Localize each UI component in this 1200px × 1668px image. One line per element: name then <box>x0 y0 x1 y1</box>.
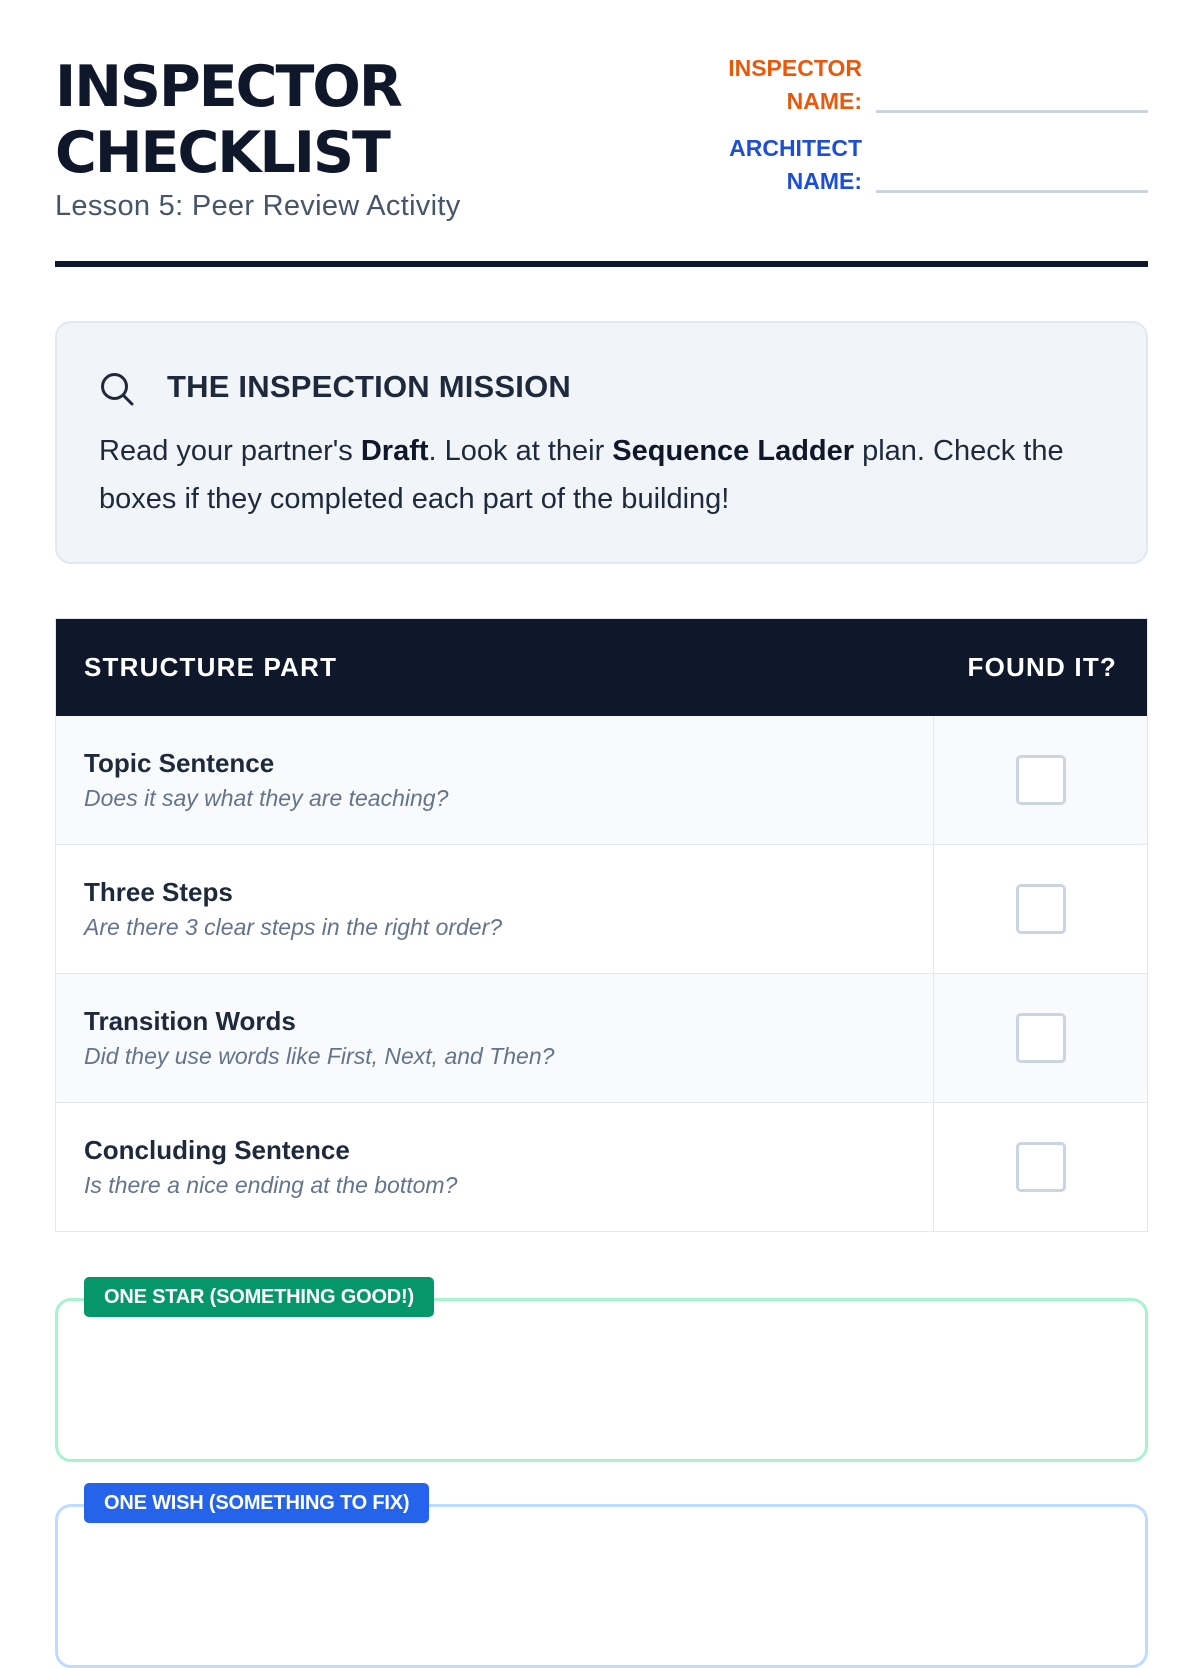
page-subtitle: Lesson 5: Peer Review Activity <box>55 190 461 222</box>
found-it-cell <box>934 845 1147 973</box>
table-row <box>56 844 1147 973</box>
structure-part-name: Concluding Sentence <box>84 1135 350 1165</box>
structure-part-name: Three Steps <box>84 877 233 907</box>
found-it-cell <box>934 1103 1147 1231</box>
structure-part-cell <box>56 1103 934 1231</box>
column-header-found-it: FOUND IT? <box>967 652 1117 682</box>
inspector-name-input[interactable] <box>876 110 1148 113</box>
table-body <box>56 716 1147 1231</box>
one-wish-box[interactable] <box>55 1492 1148 1668</box>
structure-part-question: Did they use words like First, Next, and Then? <box>84 1043 555 1069</box>
title-line-1: INSPECTOR <box>55 54 401 120</box>
architect-name-field <box>702 132 1148 198</box>
found-it-cell <box>934 974 1147 1102</box>
table-header <box>56 619 1147 716</box>
architect-name-label: ARCHITECT NAME: <box>729 135 862 194</box>
table-row <box>56 716 1147 844</box>
mission-instructions: Read your partner's Draft. Look at their Sequence Ladder plan. Check the boxes if they completed each part of the building! <box>99 435 1064 515</box>
concluding-sentence-checkbox[interactable] <box>1016 1142 1066 1192</box>
topic-sentence-checkbox[interactable] <box>1016 755 1066 805</box>
structure-part-cell <box>56 974 934 1102</box>
search-icon <box>99 371 135 407</box>
structure-part-question: Are there 3 clear steps in the right order? <box>84 914 503 940</box>
structure-part-cell <box>56 716 934 844</box>
one-wish-label: ONE WISH (SOMETHING TO FIX) <box>84 1483 429 1523</box>
three-steps-checkbox[interactable] <box>1016 884 1066 934</box>
one-star-label: ONE STAR (SOMETHING GOOD!) <box>84 1277 434 1317</box>
title-line-2: CHECKLIST <box>55 120 389 186</box>
checklist-table <box>55 618 1148 1232</box>
structure-part-name: Transition Words <box>84 1006 296 1036</box>
mission-box <box>55 321 1148 564</box>
architect-name-input[interactable] <box>876 190 1148 193</box>
inspector-name-field <box>702 52 1148 118</box>
inspector-name-label: INSPECTOR NAME: <box>728 55 862 114</box>
table-row <box>56 973 1147 1102</box>
header-divider <box>55 261 1148 267</box>
table-row <box>56 1102 1147 1231</box>
structure-part-name: Topic Sentence <box>84 748 275 778</box>
worksheet-page <box>55 0 1148 1600</box>
page-title <box>55 54 675 186</box>
structure-part-question: Does it say what they are teaching? <box>84 785 449 811</box>
one-star-box[interactable] <box>55 1286 1148 1462</box>
structure-part-cell <box>56 845 934 973</box>
mission-title: THE INSPECTION MISSION <box>167 369 571 404</box>
transition-words-checkbox[interactable] <box>1016 1013 1066 1063</box>
structure-part-question: Is there a nice ending at the bottom? <box>84 1172 458 1198</box>
column-header-structure-part: STRUCTURE PART <box>84 652 338 682</box>
found-it-cell <box>934 716 1147 844</box>
